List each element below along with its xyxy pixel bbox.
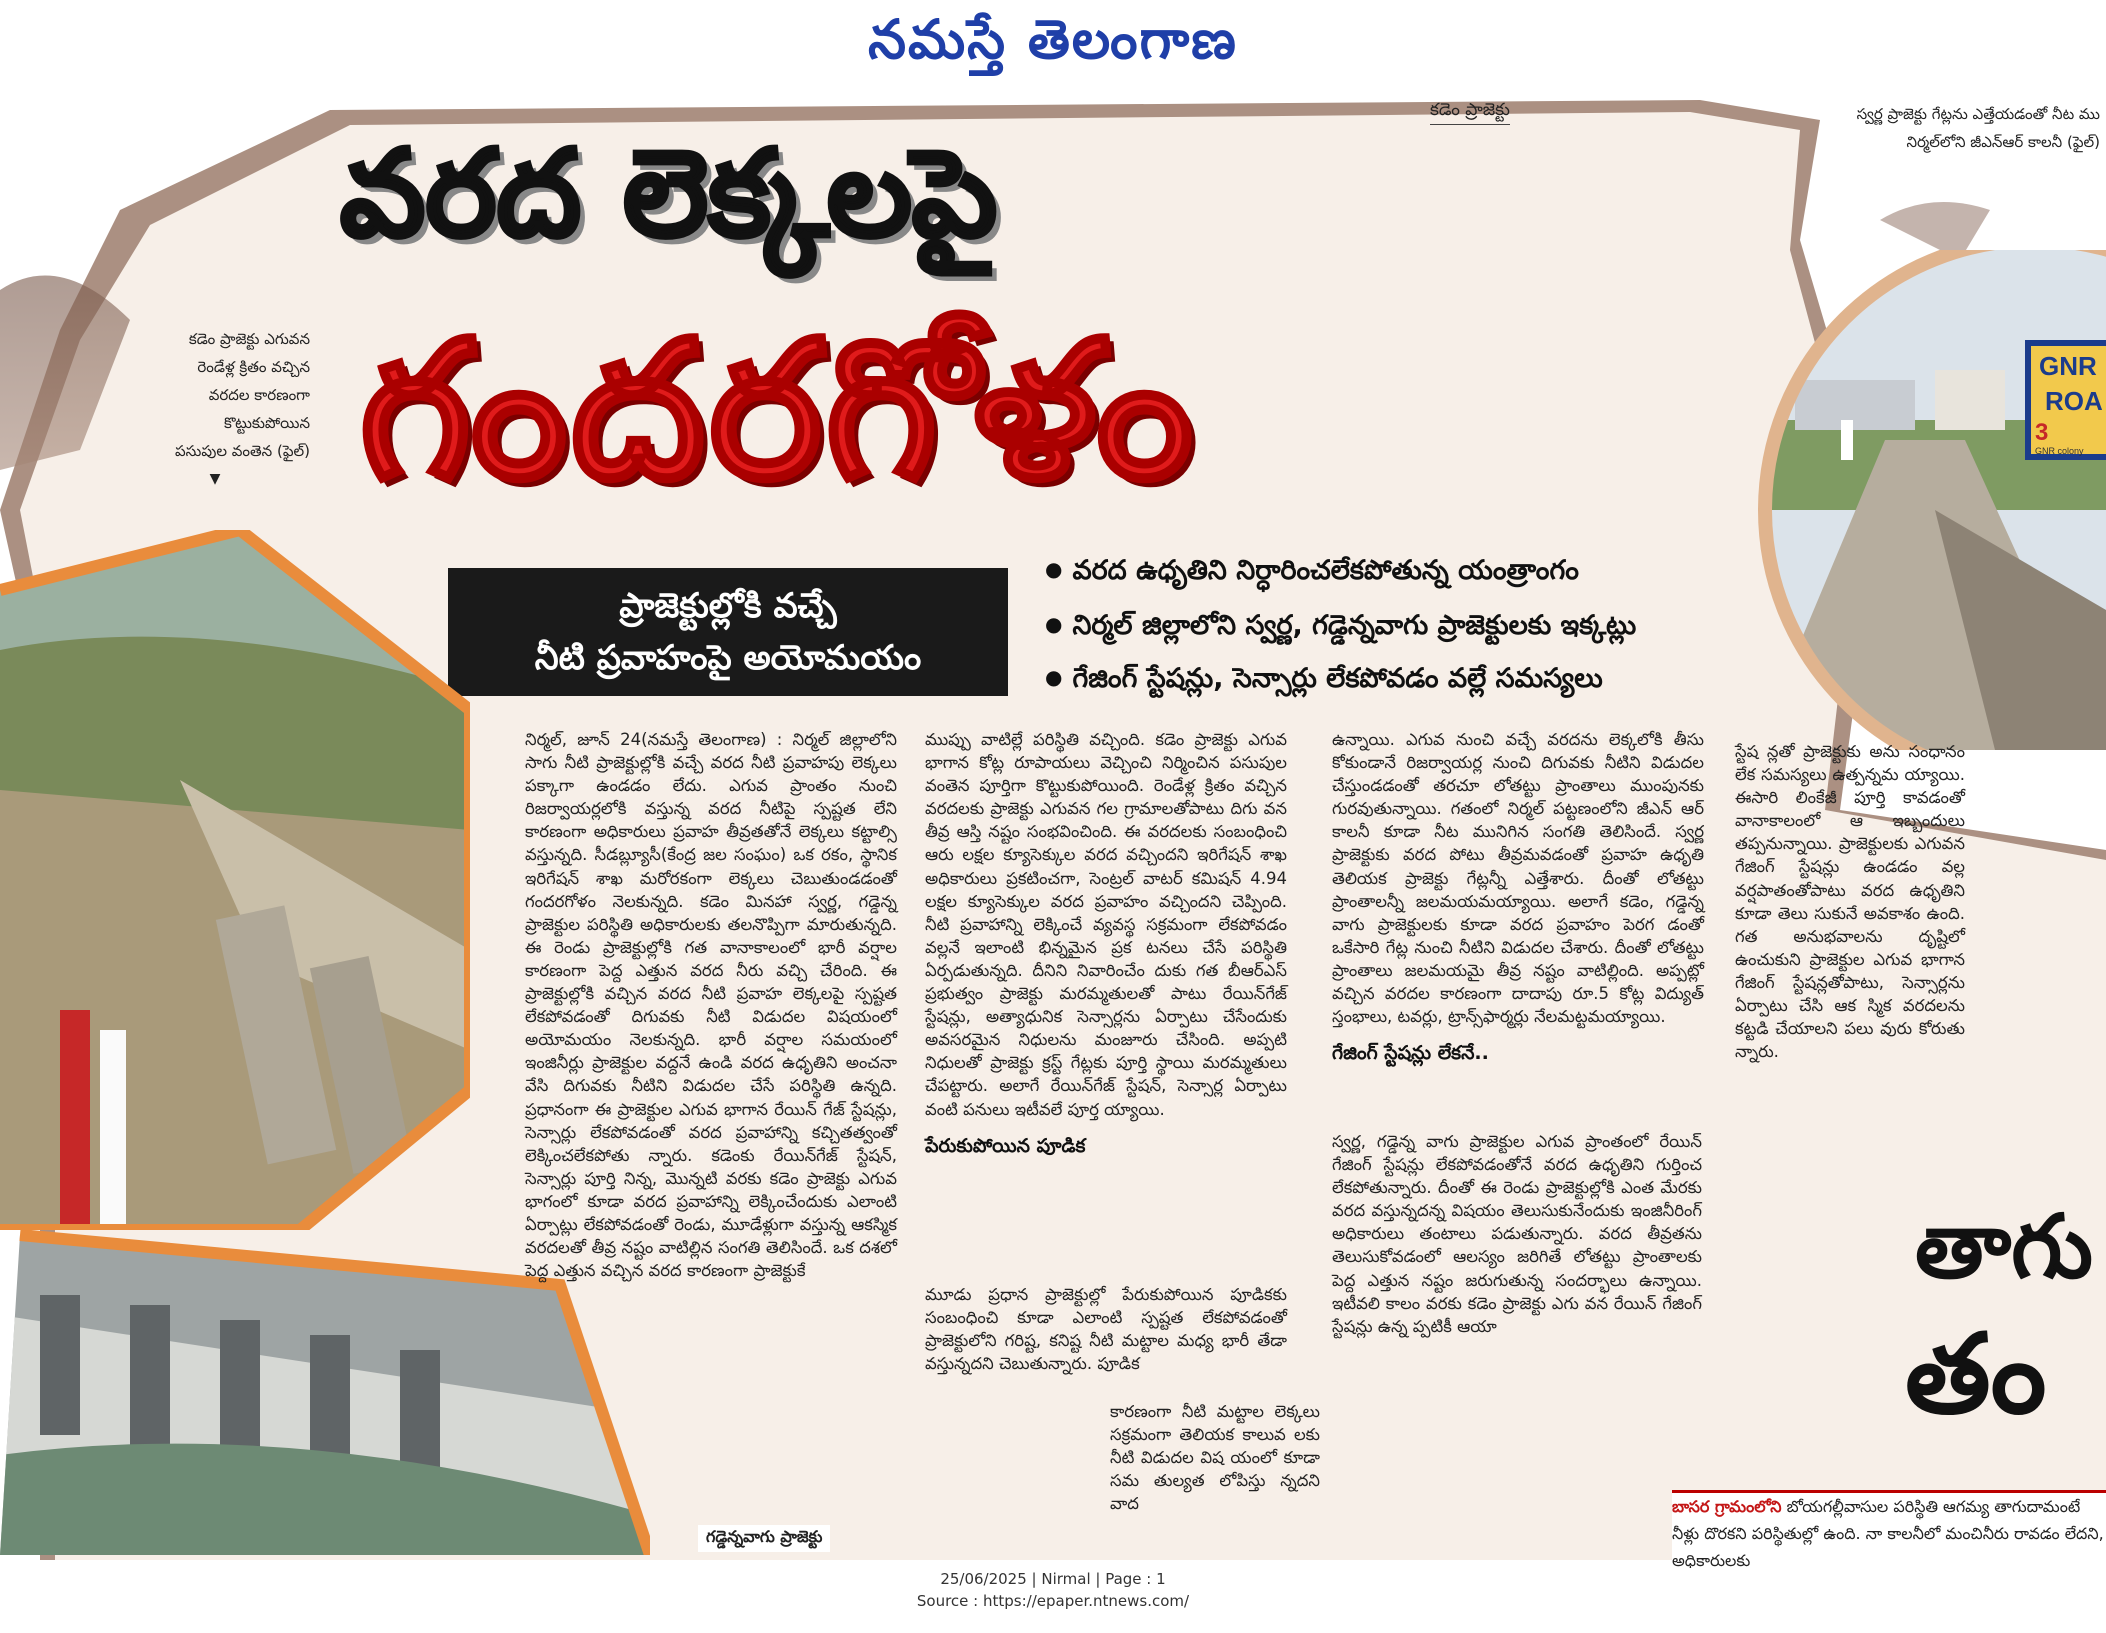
next-story-headline-2: తం	[1905, 1310, 2047, 1438]
masthead-logo: నమస్తే తెలంగాణ	[868, 8, 1238, 71]
article-paragraph: స్టేష న్లతో ప్రాజెక్టుకు అను సంధానం లేక సమస్యలు ఉత్పన్నమ య్యాయి. ఈసారి లింకేజీ పూర్తి కావడంతో వానాకాలంలో ఆ ఇబ్బందులు తప్పనున్నాయి. ప్రాజెక్టులకు ఎగువన గేజింగ్ స్టేషన్లు ఉండడం వల్ల వర్షపాతంతోపాటు వరద ఉధృతిని కూడా తెలు సుకునే అవకాశం ఉంది. గత అనుభవాలను దృష్టిలో ఉంచుకుని ప్రాజెక్టుల ఎగువ భాగాన గేజింగ్ స్టేషన్లతోపాటు, సెన్సార్లను ఏర్పాటు చేసి ఆక స్మిక వరదలను కట్టడి చేయాలని పలు వురు కోరుతు న్నారు.	[1735, 742, 1965, 1062]
article-paragraph: కారణంగా నీటి మట్టాల లెక్కలు సక్రమంగా తెలియక కాలువ లకు నీటి విడుదల విష యంలో కూడా సమ తుల్యత లోపిస్తు న్నదని వాద	[1110, 1402, 1320, 1514]
section-subheading: గేజింగ్ స్టేషన్లు లేకనే..	[1332, 1042, 1489, 1065]
article-column-2	[925, 728, 1287, 1168]
photo-caption-left	[120, 325, 310, 493]
caption-line: వరదల కారణంగా	[208, 386, 310, 404]
kadem-project-label: కడెం ప్రాజెక్టు	[1430, 100, 1510, 125]
footer-edition-info: 25/06/2025 | Nirmal | Page : 1	[940, 1570, 1166, 1588]
photo-label-gaddenna: గడ్డెన్నవాగు ప్రాజెక్టు	[698, 1525, 830, 1552]
article-column-3	[1332, 728, 1704, 1075]
next-story-lead: బాసర గ్రామంలోని	[1672, 1497, 1782, 1516]
bullet-point: ● వరద ఉధృతిని నిర్ధారించలేకపోతున్న యంత్రాంగం	[1045, 555, 1579, 593]
article-column-2-continued	[925, 1283, 1287, 1375]
masthead	[0, 0, 2106, 80]
bullet-point: ● నిర్మల్ జిల్లాలోని స్వర్ణ, గడ్డెన్నవాగు ప్రాజెక్టులకు ఇక్కట్లు	[1045, 610, 1636, 648]
next-story-text: బోయగల్లీవాసుల పరిస్థితి ఆగమ్య తాగుదామంటే నీళ్లు దొరకని పరిస్థితుల్లో ఉంది. నా కాలనీలో మంచినీరు రావడం లేదని, అధికారులకు	[1672, 1497, 2104, 1570]
next-story-headline-1: తాగు	[1915, 1195, 2093, 1298]
footer-source-link[interactable]: Source : https://epaper.ntnews.com/	[916, 1592, 1190, 1610]
road-sign-text: GNR	[2039, 351, 2097, 381]
subheadline-line: నీటి ప్రవాహంపై అయోమయం	[534, 638, 922, 678]
article-column-4	[1735, 740, 1965, 1063]
caption-line: కడెం ప్రాజెక్టు ఎగువన	[188, 330, 310, 348]
caption-line: కొట్టుకుపోయిన	[224, 414, 310, 432]
caption-line: రెండేళ్ల క్రితం వచ్చిన	[197, 358, 310, 376]
article-paragraph: మూడు ప్రధాన ప్రాజెక్టుల్లో పేరుకుపోయిన పూడికకు సంబంధించి కూడా ఎలాంటి స్పష్టత లేకపోవడంతో ప్రాజెక్టులోని గరిష్ట, కనిష్ట నీటి మట్టాల మధ్య భారీ తేడా వస్తున్నదని చెబుతున్నారు. పూడిక	[925, 1285, 1287, 1374]
caption-line: స్వర్ణ ప్రాజెక్టు గేట్లను ఎత్తేయడంతో నీట ము	[1856, 105, 2100, 123]
photo-kadem-dam	[0, 530, 470, 1230]
headline-line-2: గందరగోళం	[360, 300, 1197, 521]
subheadline-box	[448, 568, 1008, 696]
caption-line: పసుపుల వంతెన (ఫైల్)	[174, 442, 310, 460]
caption-line: నిర్మల్‌లోని జీఎన్‌ఆర్ కాలనీ (ఫైల్)	[1906, 133, 2100, 151]
photo-caption-right	[1760, 100, 2100, 156]
article-paragraph: ఉన్నాయి. ఎగువ నుంచి వచ్చే వరదను లెక్కలోకి తీసు కోకుండానే రిజర్వాయర్ల నుంచి దిగువకు నీటిని విడుదల చేస్తుండడంతో తరచూ లోతట్టు ప్రాంతాలు ముంపునకు గురవుతున్నాయి. గతంలో నిర్మల్ పట్టణంలోని జీఎన్ ఆర్ కాలనీ కూడా నీట మునిగిన సంగతి తెలిసిందే. స్వర్ణ ప్రాజెక్టుకు వరద పోటు తీవ్రమవడంతో ప్రవాహ ఉధృతి తెలియక ప్రాజెక్టు గేట్లన్నీ ఎత్తేశారు. దీంతో లోతట్టు ప్రాంతాలన్నీ జలమయమయ్యాయి. అలాగే కడెం, గడ్డెన్న వాగు ప్రాజెక్టులకు కూడా వరద ప్రవాహం పెరగ డంతో ఒకేసారి గేట్ల నుంచి నీటిని విడుదల చేశారు. దీంతో లోతట్టు ప్రాంతాలు జలమయమై తీవ్ర నష్టం వాటిల్లింది. అప్పట్లో వచ్చిన వరదల కారణంగా దాదాపు రూ.5 కోట్ల విద్యుత్ స్తంభాలు, టవర్లు, ట్రాన్స్‌ఫార్మర్లు నేలమట్టమయ్యాయి.	[1332, 730, 1704, 1027]
article-paragraph: నిర్మల్, జూన్ 24(నమస్తే తెలంగాణ) : నిర్మల్ జిల్లాలోని సాగు నీటి ప్రాజెక్టుల్లోకి వచ్చే వరద నీటి ప్రవాహపు లెక్కలు పక్కాగా ఉండడం లేదు. ఎగువ ప్రాంతం నుంచి రిజర్వాయర్లలోకి వస్తున్న వరద నీటిపై స్పష్టత లేని కారణంగా అధికారులు ప్రవాహ తీవ్రతతోనే లెక్కలు కట్టాల్సి వస్తున్నది. సీడబ్ల్యూసీ(కేంద్ర జల సంఘం) ఒక రకం, స్థానిక ఇరిగేషన్ శాఖ మరోరకంగా లెక్కలు చెబుతుండడంతో గందరగోళం నెలకున్నది. కడెం మినహా స్వర్ణ, గడ్డెన్న ప్రాజెక్టుల పరిస్థితి అధికారులకు తలనొప్పిగా మారుతున్నది. ఈ రెండు ప్రాజెక్టుల్లోకి గత వానాకాలంలో భారీ వర్షాల కారణంగా పెద్ద ఎత్తున వరద నీరు వచ్చి చేరింది. ఈ ప్రాజెక్టుల్లోకి వచ్చిన వరద నీటి ప్రవాహ లెక్కలపై స్పష్టత లేకపోవడంతో దిగువకు నీటి విడుదల విషయంలో అయోమయం నెలకున్నది. భారీ వర్షాల సమయంలో ఇంజినీర్లు ప్రాజెక్టుల వద్దనే ఉండి వరద ఉధృతిని అంచనా వేసి దిగువకు నీటిని విడుదల చేసే పరిస్థితి ఉన్నది. ప్రధానంగా ఈ ప్రాజెక్టుల ఎగువ భాగాన రేయిన్ గేజ్ స్టేషన్లు, సెన్సార్లు లేకపోవడంతో వరద ప్రవాహాన్ని కచ్చితత్వంతో లెక్కించలేకపోతు న్నారు. కడెంకు రేయిన్‌గేజ్ స్టేషన్, సెన్సార్లు పూర్తి నిన్న, మొన్నటి వరకు కడెం ప్రాజెక్టు ఎగువ భాగంలో కూడా వరద ప్రవాహాన్ని లెక్కించేందుకు ఎలాంటి ఏర్పాట్లు లేకపోవడంతో రెండు, మూడేళ్లుగా వస్తున్న ఆకస్మిక వరదలతో తీవ్ర నష్టం వాటిల్లిన సంగతి తెలిసిందే. ఒక దశలో పెద్ద ఎత్తున వచ్చిన వరద కారణంగా ప్రాజెక్టుకే	[525, 730, 897, 1281]
photo-gnr-colony-road	[1735, 250, 2106, 750]
article-column-3-continued	[1332, 1130, 1702, 1338]
road-sign-text: 3	[2035, 419, 2049, 446]
section-subheading: పేరుకుపోయిన పూడిక	[925, 1134, 1086, 1157]
article-paragraph: ముప్పు వాటిల్లే పరిస్థితి వచ్చింది. కడెం ప్రాజెక్టు ఎగువ భాగాన కోట్ల రూపాయలు వెచ్చించి నిర్మించిన పసుపుల వంతెన పూర్తిగా కొట్టుకుపోయింది. రెండేళ్ల క్రితం వచ్చిన వరదలకు ప్రాజెక్టు ఎగువన గల గ్రామాలతోపాటు దిగు వన తీవ్ర ఆస్తి నష్టం సంభవించింది. ఈ వరదలకు సంబంధించి ఆరు లక్షల క్యూసెక్కుల వరద వచ్చిందని ఇరిగేషన్ శాఖ అధికారులు ప్రకటించగా, సెంట్రల్ వాటర్ కమిషన్ 4.94 లక్షల క్యూసెక్కుల వరద ప్రవాహం వచ్చిందని చెప్పింది. నీటి ప్రవాహాన్ని లెక్కించే వ్యవస్థ సక్రమంగా లేకపోవడం వల్లనే ఇలాంటి భిన్నమైన ప్రక టనలు చేసే పరిస్థితి ఏర్పడుతున్నది. దీనిని నివారించేం దుకు గత బీఆర్‌ఎస్ ప్రభుత్వం ప్రాజెక్టు మరమ్మతులతో పాటు రేయిన్‌గేజ్ స్టేషన్లు, అత్యాధునిక సెన్సార్లను ఏర్పాటు చేసేందుకు అవసరమైన నిధులను మంజూరు చేసింది. అప్పటి నిధులతో ప్రాజెక్టు క్రస్ట్ గేట్లకు పూర్తి స్థాయి మరమ్మతులు చేపట్టారు. అలాగే రేయిన్‌గేజ్ స్టేషన్, సెన్సార్ల ఏర్పాటు వంటి పనులు ఇటీవలే పూర్త య్యాయి.	[925, 730, 1287, 1119]
subheadline-line: ప్రాజెక్టుల్లోకి వచ్చే	[619, 586, 837, 626]
article-column-narrow	[1110, 1400, 1320, 1515]
bullet-point: ● గేజింగ్ స్టేషన్లు, సెన్సార్లు లేకపోవడం వల్లే సమస్యలు	[1045, 663, 1603, 701]
caption-arrow-icon: ▼	[209, 471, 221, 487]
road-sign-text: ROA	[2045, 386, 2103, 416]
road-sign-text: GNR colony	[2035, 446, 2084, 456]
article-paragraph: స్వర్ణ, గడ్డెన్న వాగు ప్రాజెక్టుల ఎగువ ప్రాంతంలో రేయిన్ గేజింగ్ స్టేషన్లు లేకపోవడంతోనే వరద ఉధృతిని గుర్తించ లేకపోతున్నారు. దీంతో ఈ రెండు ప్రాజెక్టుల్లోకి ఎంత మేరకు వరద వస్తున్నదన్న విషయం తెలుసుకునేందుకు ఇంజినీరింగ్ అధికారులు తంటాలు పడుతున్నారు. వరద తీవ్రతను తెలుసుకోవడంలో ఆలస్యం జరిగితే లోతట్టు ప్రాంతాలకు పెద్ద ఎత్తున నష్టం జరుగుతున్న సందర్భాలు ఉన్నాయి. ఇటీవలి కాలం వరకు కడెం ప్రాజెక్టు ఎగు వన రేయిన్ గేజింగ్ స్టేషన్లు ఉన్న ప్పటికీ ఆయా	[1332, 1132, 1702, 1336]
next-story-snippet	[1672, 1490, 2106, 1573]
article-column-1	[525, 728, 897, 1282]
page-footer	[0, 1568, 2106, 1612]
headline-line-1: వరద లెక్కలపై	[340, 125, 998, 264]
